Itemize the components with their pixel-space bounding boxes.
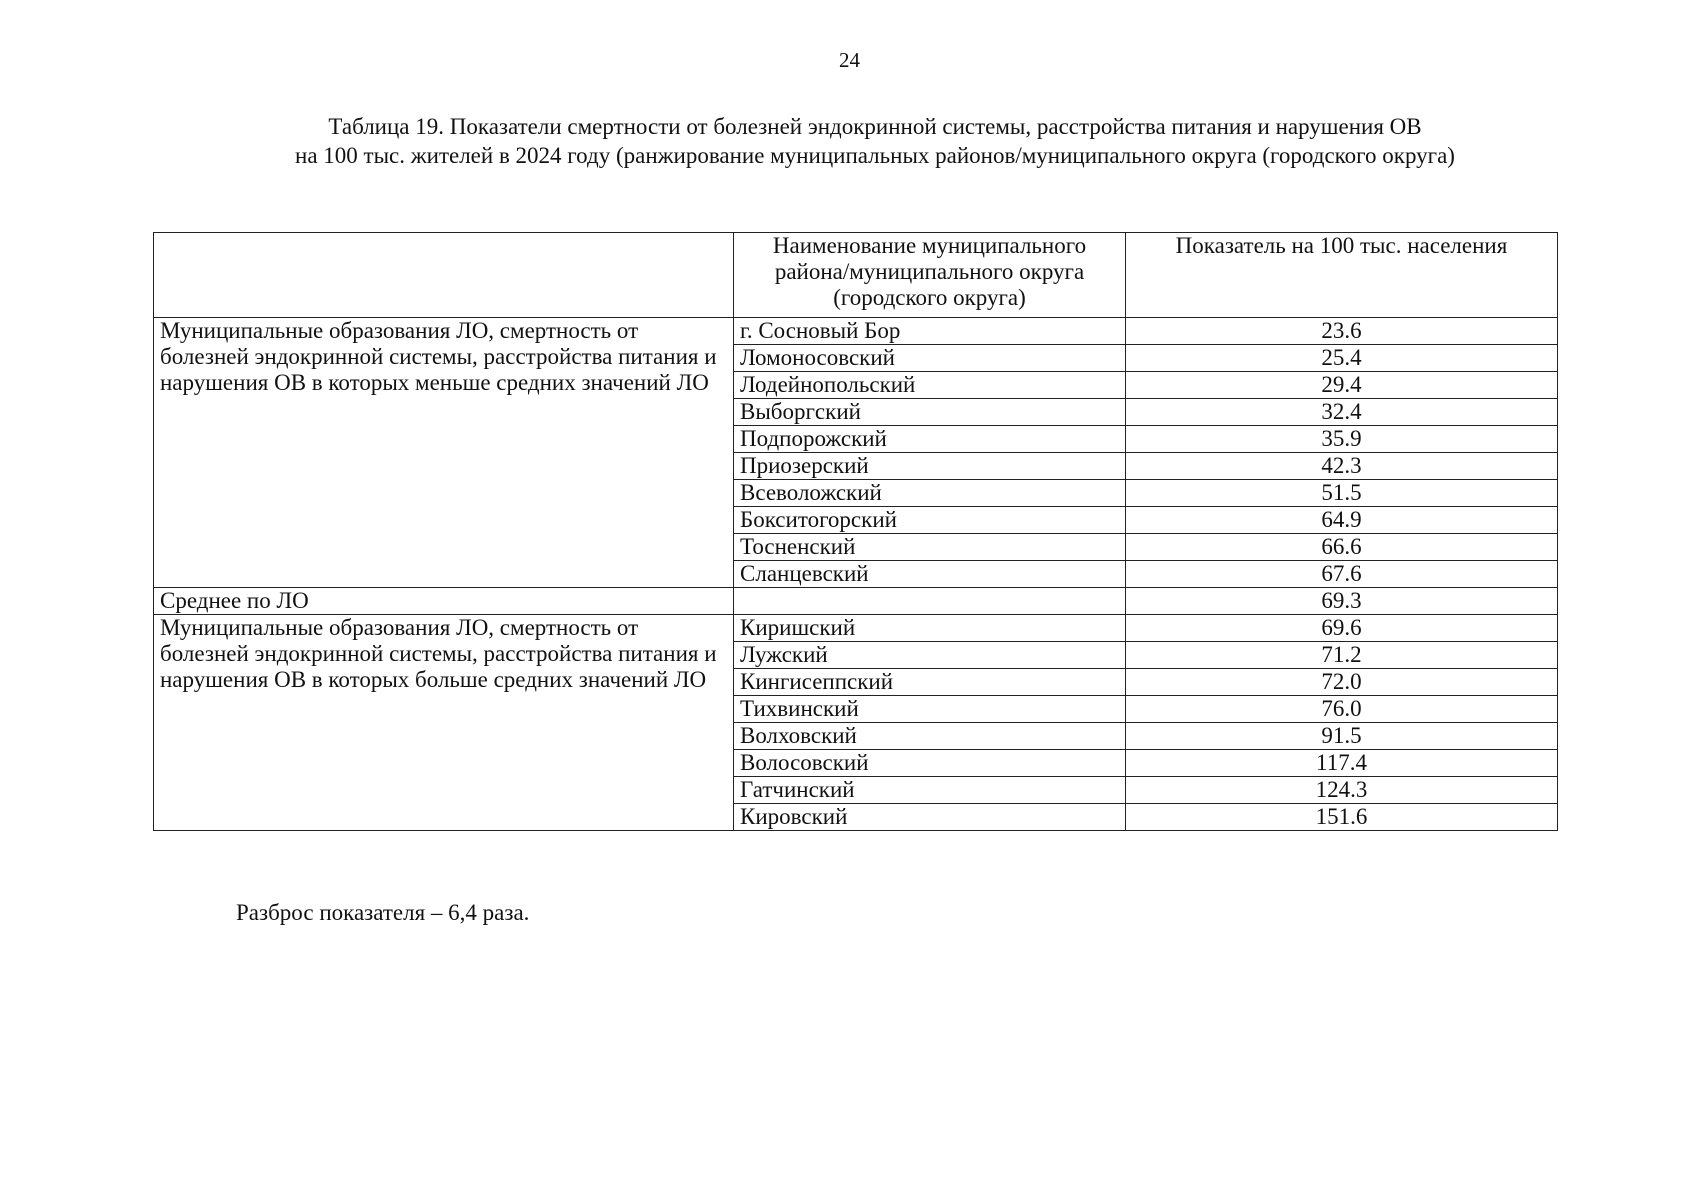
indicator-value: 117.4: [1126, 750, 1558, 777]
indicator-value: 51.5: [1126, 480, 1558, 507]
header-group: [154, 233, 734, 318]
indicator-value: 23.6: [1126, 318, 1558, 345]
municipality-name: Ломоносовский: [734, 345, 1126, 372]
group-label: Муниципальные образования ЛО, смертность от болезней эндокринной системы, расстройства питания и нарушения ОВ в которых больше средних значений ЛО: [154, 615, 734, 831]
average-name: [734, 588, 1126, 615]
municipality-name: Лужский: [734, 642, 1126, 669]
page-number: 24: [839, 48, 860, 72]
caption-line-2: на 100 тыс. жителей в 2024 году (ранжирование муниципальных районов/муниципального округа (городского округа): [295, 143, 1455, 168]
table-caption: [150, 112, 1600, 170]
indicator-value: 67.6: [1126, 561, 1558, 588]
indicator-value: 76.0: [1126, 696, 1558, 723]
municipality-name: Приозерский: [734, 453, 1126, 480]
municipality-name: Тихвинский: [734, 696, 1126, 723]
municipality-name: Подпорожский: [734, 426, 1126, 453]
indicator-value: 151.6: [1126, 804, 1558, 831]
municipality-name: Бокситогорский: [734, 507, 1126, 534]
indicator-value: 32.4: [1126, 399, 1558, 426]
indicator-value: 42.3: [1126, 453, 1558, 480]
municipality-name: Тосненский: [734, 534, 1126, 561]
caption-line-1: Таблица 19. Показатели смертности от болезней эндокринной системы, расстройства питания и нарушения ОВ: [328, 114, 1422, 139]
header-municipality: Наименование муниципального района/муниципального округа (городского округа): [734, 233, 1126, 318]
indicator-value: 69.6: [1126, 615, 1558, 642]
table-row: [154, 615, 1558, 642]
header-indicator: Показатель на 100 тыс. населения: [1126, 233, 1558, 318]
indicator-value: 35.9: [1126, 426, 1558, 453]
indicator-value: 29.4: [1126, 372, 1558, 399]
municipality-name: Волосовский: [734, 750, 1126, 777]
municipality-name: Сланцевский: [734, 561, 1126, 588]
municipality-name: Лодейнопольский: [734, 372, 1126, 399]
indicator-value: 91.5: [1126, 723, 1558, 750]
indicator-value: 124.3: [1126, 777, 1558, 804]
indicator-value: 25.4: [1126, 345, 1558, 372]
table-header-row: [154, 233, 1558, 318]
average-row: [154, 588, 1558, 615]
municipality-name: Киришский: [734, 615, 1126, 642]
municipality-name: Кингисеппский: [734, 669, 1126, 696]
indicator-value: 71.2: [1126, 642, 1558, 669]
municipality-name: г. Сосновый Бор: [734, 318, 1126, 345]
group-label: Муниципальные образования ЛО, смертность от болезней эндокринной системы, расстройства питания и нарушения ОВ в которых меньше средних значений ЛО: [154, 318, 734, 588]
footnote: Разброс показателя – 6,4 раза.: [236, 900, 530, 925]
average-label: Среднее по ЛО: [154, 588, 734, 615]
municipality-name: Волховский: [734, 723, 1126, 750]
municipality-name: Гатчинский: [734, 777, 1126, 804]
municipality-name: Всеволожский: [734, 480, 1126, 507]
indicator-value: 72.0: [1126, 669, 1558, 696]
municipality-name: Кировский: [734, 804, 1126, 831]
municipality-name: Выборгский: [734, 399, 1126, 426]
indicator-value: 66.6: [1126, 534, 1558, 561]
indicator-value: 64.9: [1126, 507, 1558, 534]
mortality-table: [153, 232, 1558, 831]
table-row: [154, 318, 1558, 345]
average-value: 69.3: [1126, 588, 1558, 615]
